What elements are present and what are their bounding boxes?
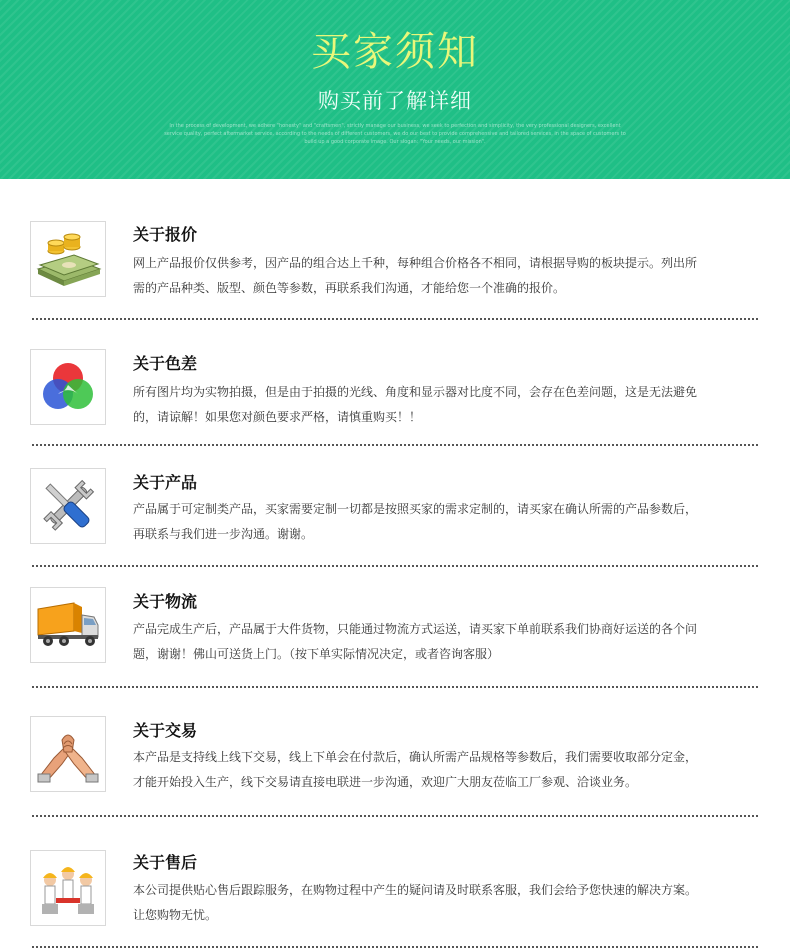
color-circles-icon <box>30 349 106 425</box>
divider <box>32 318 758 320</box>
divider <box>32 565 758 567</box>
section-title: 关于产品 <box>133 473 198 492</box>
section-title: 关于报价 <box>133 225 198 244</box>
section-product <box>0 468 790 568</box>
section-after-sales <box>0 850 790 950</box>
banner-fine-print: In the process of development, we adhere "honesty" and "craftsmen", strictly manage our business, we seek to perfection and simplicity, the very professional designers, excellent service quality, perfect aftermarket service, according to the needs of different customers, we do our best to provide comprehensive and tailored services, in the space of customers to build up a good corporate image. Our slogan: "Your needs, our mission". <box>164 123 626 145</box>
section-line: 网上产品报价仅供参考，因产品的组合达上千种，每种组合价格各不相同，请根据导购的板块提示。列出所 <box>133 256 698 270</box>
header-banner <box>0 0 790 179</box>
section-line: 再联系与我们进一步沟通。谢谢。 <box>133 527 314 541</box>
section-body <box>133 380 733 430</box>
money-icon <box>30 221 106 297</box>
page-title: 买家须知 <box>311 29 479 75</box>
workers-icon <box>30 850 106 926</box>
section-body <box>133 745 733 795</box>
section-line: 题，谢谢！佛山可送货上门。（按下单实际情况决定，或者咨询客服） <box>133 647 500 661</box>
section-title: 关于物流 <box>133 592 198 611</box>
section-line: 所有图片均为实物拍摄，但是由于拍摄的光线、角度和显示器对比度不同，会存在色差问题，这是无法避免 <box>133 385 698 399</box>
section-line: 本产品是支持线上线下交易，线上下单会在付款后，确认所需产品规格等参数后，我们需要收取部分定金， <box>133 750 698 764</box>
section-line: 才能开始投入生产，线下交易请直接电联进一步沟通，欢迎广大朋友莅临工厂参观、洽谈业务。 <box>133 775 638 789</box>
section-body <box>133 617 733 667</box>
divider <box>32 815 758 817</box>
section-line: 本公司提供贴心售后跟踪服务，在购物过程中产生的疑问请及时联系客服，我们会给予您快速的解决方案。 <box>133 883 698 897</box>
section-line: 产品属于可定制类产品，买家需要定制一切都是按照买家的需求定制的，请买家在确认所需的产品参数后， <box>133 502 698 516</box>
section-body <box>133 251 733 301</box>
tools-icon <box>30 468 106 544</box>
section-line: 让您购物无忧。 <box>133 908 218 922</box>
divider <box>32 946 758 948</box>
section-body <box>133 497 733 547</box>
section-line: 的，请谅解！如果您对颜色要求严格，请慎重购买！！ <box>133 410 422 424</box>
section-title: 关于售后 <box>133 853 198 872</box>
divider <box>32 444 758 446</box>
truck-icon <box>30 587 106 663</box>
section-line: 需的产品种类、版型、颜色等参数，再联系我们沟通，才能给您一个准确的报价。 <box>133 281 566 295</box>
handshake-icon <box>30 716 106 792</box>
page-subtitle: 购买前了解详细 <box>318 89 472 113</box>
section-color-difference <box>0 349 790 449</box>
section-pricing <box>0 220 790 320</box>
section-trade <box>0 716 790 816</box>
section-line: 产品完成生产后，产品属于大件货物，只能通过物流方式运送，请买家下单前联系我们协商好运送的各个问 <box>133 622 698 636</box>
section-logistics <box>0 587 790 687</box>
divider <box>32 686 758 688</box>
section-title: 关于色差 <box>133 354 198 373</box>
section-body <box>133 878 733 928</box>
section-title: 关于交易 <box>133 721 198 740</box>
